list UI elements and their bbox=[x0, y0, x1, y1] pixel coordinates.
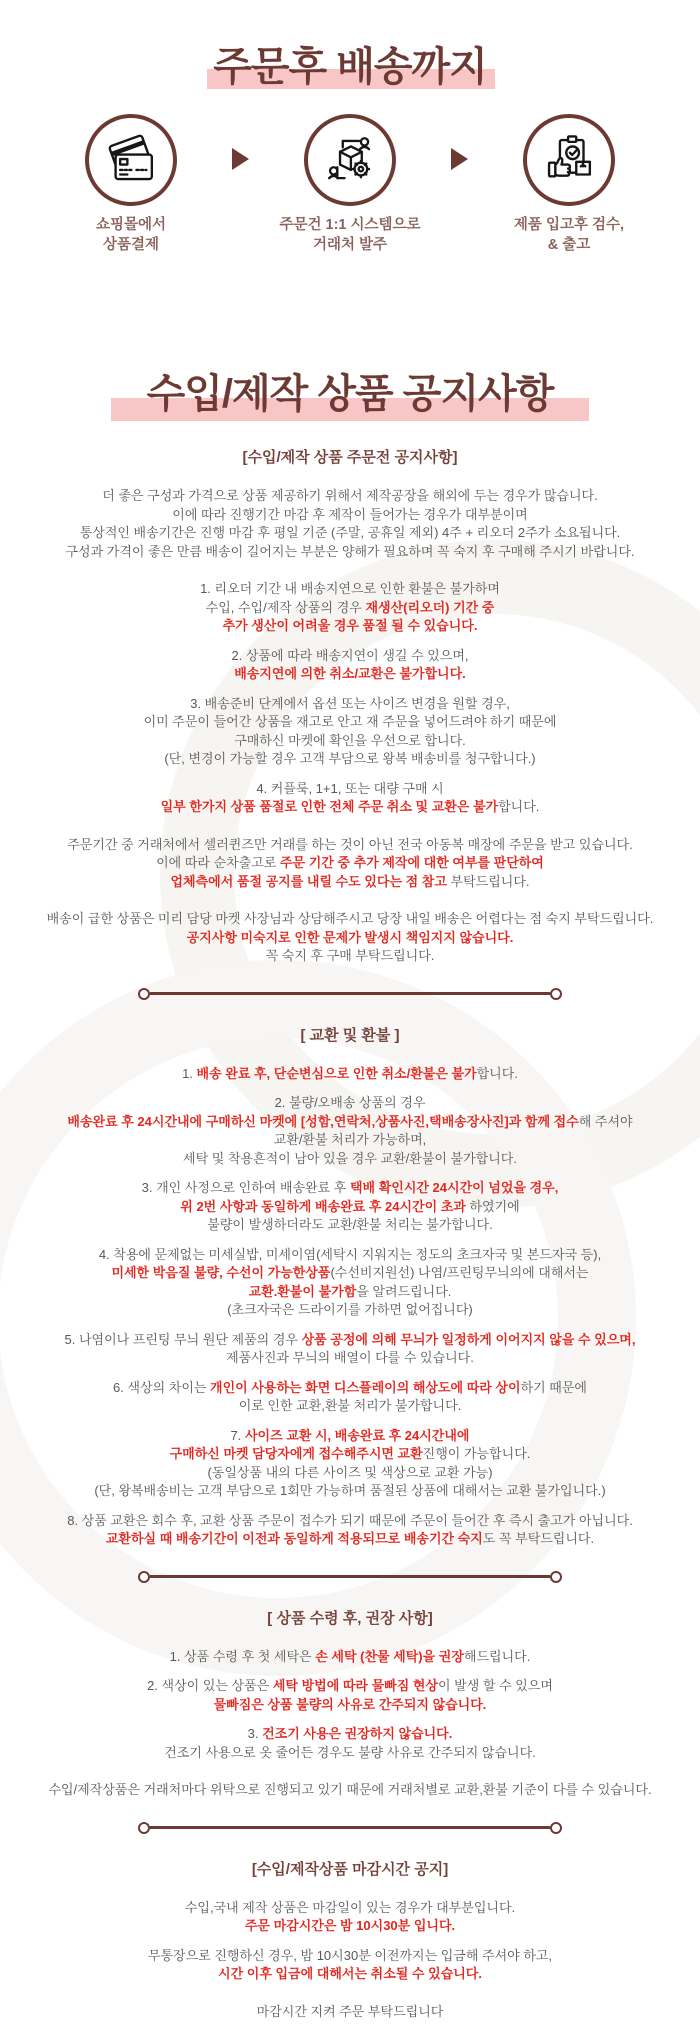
body-text: 6. 색상의 차이는 bbox=[113, 1379, 211, 1395]
body-text: 2. 불량/오배송 상품의 경우 bbox=[274, 1095, 426, 1111]
alert-text: 개인이 사용하는 화면 디스플레이의 해상도에 따라 상이 bbox=[210, 1379, 521, 1395]
alert-text: 위 2번 사항과 동일하게 배송완료 후 24시간이 초과 bbox=[180, 1198, 466, 1214]
section-divider bbox=[138, 1822, 562, 1834]
body-text: (동일상품 내의 다른 사이즈 및 색상으로 교환 가능) bbox=[207, 1464, 493, 1480]
body-text: 5. 나염이나 프린팅 무늬 원단 제품의 경우 bbox=[64, 1331, 302, 1347]
notice-section bbox=[0, 1861, 700, 2022]
body-text: 교환/환불 처리가 가능하며, bbox=[273, 1132, 427, 1148]
notice-paragraph bbox=[0, 1427, 700, 1501]
order-to-delivery-title bbox=[0, 44, 700, 90]
notice-line bbox=[0, 524, 700, 543]
arrow-right-icon bbox=[232, 148, 249, 170]
notice-line bbox=[0, 1445, 700, 1464]
section-divider bbox=[138, 1571, 562, 1583]
alert-text: 주문 기간 중 추가 제작에 대한 여부를 판단하여 bbox=[279, 855, 544, 871]
notice-line bbox=[0, 750, 700, 769]
notice-line bbox=[0, 1512, 700, 1531]
divider-endpoint-dot bbox=[138, 1571, 150, 1583]
section-heading: [수입/제작상품 마감시간 공지] bbox=[251, 1860, 449, 1878]
body-text: 하였기에 bbox=[465, 1198, 520, 1214]
body-text: 1. bbox=[182, 1065, 197, 1081]
notice-paragraph bbox=[0, 1677, 700, 1714]
body-text: 더 좋은 구성과 가격으로 상품 제공하기 위해서 제작공장을 해외에 두는 경우가 많습니다. bbox=[102, 488, 598, 504]
alert-text: 재생산(리오더) 기간 중 bbox=[365, 599, 495, 615]
body-text: 부탁드립니다. bbox=[446, 873, 530, 889]
notice-line bbox=[0, 873, 700, 892]
alert-text: 배송완료 후 24시간내에 구매하신 마켓에 [성함,연락처,상품사진,택배송장사진]과 함께 접수 bbox=[67, 1113, 579, 1129]
notice-line bbox=[0, 798, 700, 817]
body-text: 이에 따라 진행기간 마감 후 제작이 들어가는 경우가 대부분이며 bbox=[172, 506, 528, 522]
notice-section bbox=[0, 1610, 700, 1800]
notice-sections bbox=[0, 449, 700, 2021]
section-heading: [ 교환 및 환불 ] bbox=[300, 1026, 400, 1044]
notice-line bbox=[0, 780, 700, 799]
notice-line bbox=[0, 1349, 700, 1368]
arrow-right-icon bbox=[451, 148, 468, 170]
notice-line bbox=[0, 1530, 700, 1549]
body-text: 수입/제작상품은 거래처마다 위탁으로 진행되고 있기 때문에 거래처별로 교환,환불 기준이 다를 수 있습니다. bbox=[48, 1782, 652, 1798]
notice-paragraph bbox=[0, 1947, 700, 1984]
section-divider bbox=[138, 988, 562, 1000]
body-text: 구매하신 마켓에 확인을 우선으로 합니다. bbox=[234, 732, 466, 748]
notice-line bbox=[0, 647, 700, 666]
notice-line bbox=[0, 1131, 700, 1150]
inspection-shipping-icon bbox=[523, 114, 615, 206]
alert-text: 교환하실 때 배송기간이 이전과 동일하게 적용되므로 배송기간 숙지 bbox=[105, 1531, 483, 1547]
alert-text: 구매하신 마켓 담당자에게 접수해주시면 교환 bbox=[169, 1446, 423, 1462]
notice-paragraph bbox=[0, 695, 700, 769]
highlighted-title-text: 수입/제작 상품 공지사항 bbox=[146, 372, 554, 417]
notice-paragraph bbox=[0, 1179, 700, 1235]
notice-line bbox=[0, 487, 700, 506]
divider-endpoint-dot bbox=[550, 1822, 562, 1834]
notice-line bbox=[0, 1301, 700, 1320]
alert-text: 사이즈 교환 시, 배송완료 후 24시간내에 bbox=[244, 1427, 470, 1443]
highlighted-title-text: 주문후 배송까지 bbox=[213, 45, 487, 89]
credit-cards-icon bbox=[85, 114, 177, 206]
notice-line bbox=[0, 1947, 700, 1966]
body-text: 도 꼭 부탁드립니다. bbox=[482, 1531, 595, 1547]
body-text: 제품사진과 무늬의 배열이 다를 수 있습니다. bbox=[226, 1350, 474, 1366]
divider-line bbox=[150, 1826, 550, 1829]
body-text: (수선비지원선) 나염/프린팅무늬의에 대해서는 bbox=[330, 1265, 589, 1281]
divider-endpoint-dot bbox=[138, 1822, 150, 1834]
divider-line bbox=[150, 992, 550, 995]
notice-paragraph bbox=[0, 1331, 700, 1368]
notice-line bbox=[0, 1065, 700, 1084]
body-text: 무통장으로 진행하신 경우, 밤 10시30분 이전까지는 입금해 주셔야 하고, bbox=[147, 1947, 553, 1963]
notice-paragraph bbox=[0, 647, 700, 684]
body-text: 수입,국내 제작 상품은 마감일이 있는 경우가 대부분입니다. bbox=[184, 1899, 516, 1915]
notice-paragraph bbox=[0, 1094, 700, 1168]
step-caption-line: 거래처 발주 bbox=[312, 236, 388, 253]
notice-line bbox=[0, 1917, 700, 1936]
divider-endpoint-dot bbox=[138, 988, 150, 1000]
notice-line bbox=[0, 854, 700, 873]
alert-text: 미세한 박음질 불량, 수선이 가능한상품 bbox=[111, 1265, 331, 1281]
alert-text: 시간 이후 입금에 대해서는 취소될 수 있습니다. bbox=[218, 1966, 482, 1982]
alert-text: 업체측에서 품절 공지를 내릴 수도 있다는 점 참고 bbox=[170, 873, 447, 889]
body-text: 주문기간 중 거래처에서 셀러퀸즈만 거래를 하는 것이 아닌 전국 아동복 매장에 주문을 받고 있습니다. bbox=[67, 836, 633, 852]
body-text: 3. bbox=[247, 1726, 263, 1742]
notice-line bbox=[0, 947, 700, 966]
notice-line bbox=[0, 1397, 700, 1416]
notice-line bbox=[0, 1198, 700, 1217]
body-text: 이미 주문이 들어간 상품을 재고로 안고 재 주문을 넣어드려야 하기 때문에 bbox=[143, 714, 557, 730]
divider-endpoint-dot bbox=[550, 988, 562, 1000]
notice-paragraph bbox=[0, 1725, 700, 1762]
step-caption-line: 주문건 1:1 시스템으로 bbox=[279, 217, 421, 233]
notice-paragraph bbox=[0, 580, 700, 636]
notice-paragraph bbox=[0, 910, 700, 966]
notice-line bbox=[0, 2003, 700, 2022]
body-text: 해 주셔야 bbox=[578, 1113, 633, 1129]
alert-text: 교환.환불이 불가함 bbox=[248, 1283, 357, 1299]
notice-line bbox=[0, 1464, 700, 1483]
notice-line bbox=[0, 1216, 700, 1235]
alert-text: 택배 확인시간 24시간이 넘었을 경우, bbox=[349, 1180, 559, 1196]
notice-line bbox=[0, 1283, 700, 1302]
notice-line bbox=[0, 1965, 700, 1984]
step-caption-line: 상품결제 bbox=[102, 236, 159, 253]
notice-line bbox=[0, 665, 700, 684]
notice-paragraph bbox=[0, 836, 700, 892]
alert-text: 상품 공정에 의해 무늬가 일정하게 이어지지 않을 수 있으며, bbox=[301, 1331, 636, 1347]
notice-line bbox=[0, 1482, 700, 1501]
step-caption-line: 제품 입고후 검수, bbox=[513, 217, 625, 233]
notice-paragraph bbox=[0, 1781, 700, 1800]
body-text: 3. 개인 사정으로 인하여 배송완료 후 bbox=[141, 1180, 350, 1196]
notice-line bbox=[0, 836, 700, 855]
alert-text: 공지사항 미숙지로 인한 문제가 발생시 책임지지 않습니다. bbox=[186, 929, 514, 945]
notice-paragraph bbox=[0, 2003, 700, 2022]
notice-line bbox=[0, 1427, 700, 1446]
import-production-notice-title bbox=[0, 371, 700, 417]
notice-line bbox=[0, 1648, 700, 1667]
body-text: 통상적인 배송기간은 진행 마감 후 평일 기준 (주말, 공휴일 제외) 4주 + 리오더 2주가 소요됩니다. bbox=[79, 525, 621, 541]
notice-line bbox=[0, 1696, 700, 1715]
notice-line bbox=[0, 506, 700, 525]
notice-line bbox=[0, 1179, 700, 1198]
notice-paragraph bbox=[0, 1065, 700, 1084]
body-text: 이에 따라 순차출고로 bbox=[156, 855, 280, 871]
body-text: 이로 인한 교환,환불 처리가 불가합니다. bbox=[238, 1398, 462, 1414]
alert-text: 배송지연에 의한 취소/교환은 불가합니다. bbox=[234, 666, 466, 682]
step-caption-line: 쇼핑몰에서 bbox=[95, 217, 167, 233]
notice-line bbox=[0, 1331, 700, 1350]
divider-line bbox=[150, 1575, 550, 1578]
notice-paragraph bbox=[0, 487, 700, 561]
body-text: 7. bbox=[230, 1427, 245, 1443]
body-text: 꼭 숙지 후 구매 부탁드립니다. bbox=[265, 948, 435, 964]
body-text: 3. 배송준비 단계에서 옵션 또는 사이즈 변경을 원할 경우, bbox=[190, 695, 510, 711]
notice-line bbox=[0, 1677, 700, 1696]
notice-paragraph bbox=[0, 1648, 700, 1667]
notice-line bbox=[0, 1094, 700, 1113]
notice-paragraph bbox=[0, 1512, 700, 1549]
notice-line bbox=[0, 929, 700, 948]
step-caption bbox=[514, 216, 624, 255]
body-text: 하기 때문에 bbox=[520, 1379, 587, 1395]
notice-line bbox=[0, 617, 700, 636]
body-text: 2. 색상이 있는 상품은 bbox=[147, 1678, 273, 1694]
alert-text: 배송 완료 후, 단순변심으로 인한 취소/환불은 불가 bbox=[196, 1065, 477, 1081]
body-text: 불량이 발생하더라도 교환/환불 처리는 불가합니다. bbox=[207, 1217, 493, 1233]
body-text: 4. 착용에 문제없는 미세실밥, 미세이염(세탁시 지워지는 정도의 초크자국 및 본드자국 등), bbox=[98, 1246, 602, 1262]
divider-endpoint-dot bbox=[550, 1571, 562, 1583]
body-text: 합니다. bbox=[476, 1065, 518, 1081]
step-caption-line: & 출고 bbox=[547, 236, 591, 253]
notice-section bbox=[0, 449, 700, 966]
step-inspection-shipping bbox=[494, 114, 644, 255]
notice-line bbox=[0, 580, 700, 599]
notice-line bbox=[0, 1781, 700, 1800]
section-heading: [수입/제작 상품 주문전 공지사항] bbox=[242, 449, 458, 467]
body-text: 4. 커플룩, 1+1, 또는 대량 구매 시 bbox=[256, 780, 444, 796]
body-text: 수입, 수입/제작 상품의 경우 bbox=[205, 599, 366, 615]
alert-text: 물빠짐은 상품 불량의 사유로 간주되지 않습니다. bbox=[213, 1696, 487, 1712]
body-text: 합니다. bbox=[498, 799, 540, 815]
body-text: (단, 변경이 가능할 경우 고객 부담으로 왕복 배송비를 청구합니다.) bbox=[164, 751, 536, 767]
body-text: (단, 왕복배송비는 고객 부담으로 1회만 가능하며 품절된 상품에 대해서는 교환 불가입니다.) bbox=[94, 1483, 606, 1499]
notice-line bbox=[0, 1744, 700, 1763]
body-text: 구성과 가격이 좋은 만큼 배송이 길어지는 부분은 양해가 필요하며 꼭 숙지 후 구매해 주시기 바랍니다. bbox=[65, 543, 635, 559]
body-text: 세탁 및 착용흔적이 남아 있을 경우 교환/환불이 불가합니다. bbox=[183, 1150, 517, 1166]
step-caption bbox=[279, 216, 420, 255]
notice-line bbox=[0, 1725, 700, 1744]
body-text: 진행이 가능합니다. bbox=[422, 1446, 531, 1462]
body-text: 해드립니다. bbox=[463, 1648, 531, 1664]
notice-paragraph bbox=[0, 780, 700, 817]
notice-line bbox=[0, 543, 700, 562]
alert-text: 손 세탁 (찬물 세탁)을 권장 bbox=[315, 1648, 464, 1664]
notice-paragraph bbox=[0, 1379, 700, 1416]
body-text: (초크자국은 드라이기를 가하면 없어집니다) bbox=[227, 1302, 473, 1318]
notice-line bbox=[0, 713, 700, 732]
body-text: 2. 상품에 따라 배송지연이 생길 수 있으며, bbox=[231, 647, 469, 663]
notice-line bbox=[0, 695, 700, 714]
notice-section bbox=[0, 1027, 700, 1549]
body-text: 8. 상품 교환은 회수 후, 교환 상품 주문이 접수가 되기 때문에 주문이 들어간 후 즉시 출고가 아닙니다. bbox=[67, 1512, 633, 1528]
notice-line bbox=[0, 1264, 700, 1283]
body-text: 건조기 사용으로 옷 줄어든 경우도 불량 사유로 간주되지 않습니다. bbox=[164, 1744, 536, 1760]
notice-line bbox=[0, 1150, 700, 1169]
notice-line bbox=[0, 599, 700, 618]
step-payment bbox=[56, 114, 206, 255]
notice-paragraph bbox=[0, 1246, 700, 1320]
section-heading: [ 상품 수령 후, 권장 사항] bbox=[267, 1609, 433, 1627]
alert-text: 추가 생산이 어려울 경우 품절 될 수 있습니다. bbox=[222, 618, 478, 634]
notice-line bbox=[0, 732, 700, 751]
alert-text: 주문 마감시간은 밤 10시30분 입니다. bbox=[244, 1918, 456, 1934]
alert-text: 세탁 방법에 따라 물빠짐 현상 bbox=[272, 1678, 438, 1694]
notice-line bbox=[0, 1113, 700, 1132]
notice-line bbox=[0, 1246, 700, 1265]
body-text: 을 알려드립니다. bbox=[356, 1283, 452, 1299]
body-text: 이 발생 할 수 있으며 bbox=[438, 1678, 553, 1694]
step-order-system bbox=[275, 114, 425, 255]
body-text: 마감시간 지켜 주문 부탁드립니다 bbox=[256, 2003, 444, 2019]
step-caption bbox=[96, 216, 166, 255]
alert-text: 건조기 사용은 권장하지 않습니다. bbox=[262, 1726, 453, 1742]
order-process-steps bbox=[0, 114, 700, 255]
notice-line bbox=[0, 1379, 700, 1398]
order-system-icon bbox=[304, 114, 396, 206]
notice-paragraph bbox=[0, 1899, 700, 1936]
notice-line bbox=[0, 1899, 700, 1918]
body-text: 배송이 급한 상품은 미리 담당 마켓 사장님과 상담해주시고 당장 내일 배송은 어렵다는 점 숙지 부탁드립니다. bbox=[46, 911, 654, 927]
body-text: 1. 상품 수령 후 첫 세탁은 bbox=[169, 1648, 316, 1664]
notice-line bbox=[0, 910, 700, 929]
alert-text: 일부 한가지 상품 품절로 인한 전체 주문 취소 및 교환은 불가 bbox=[160, 799, 499, 815]
body-text: 1. 리오더 기간 내 배송지연으로 인한 환불은 불가하며 bbox=[200, 581, 500, 597]
